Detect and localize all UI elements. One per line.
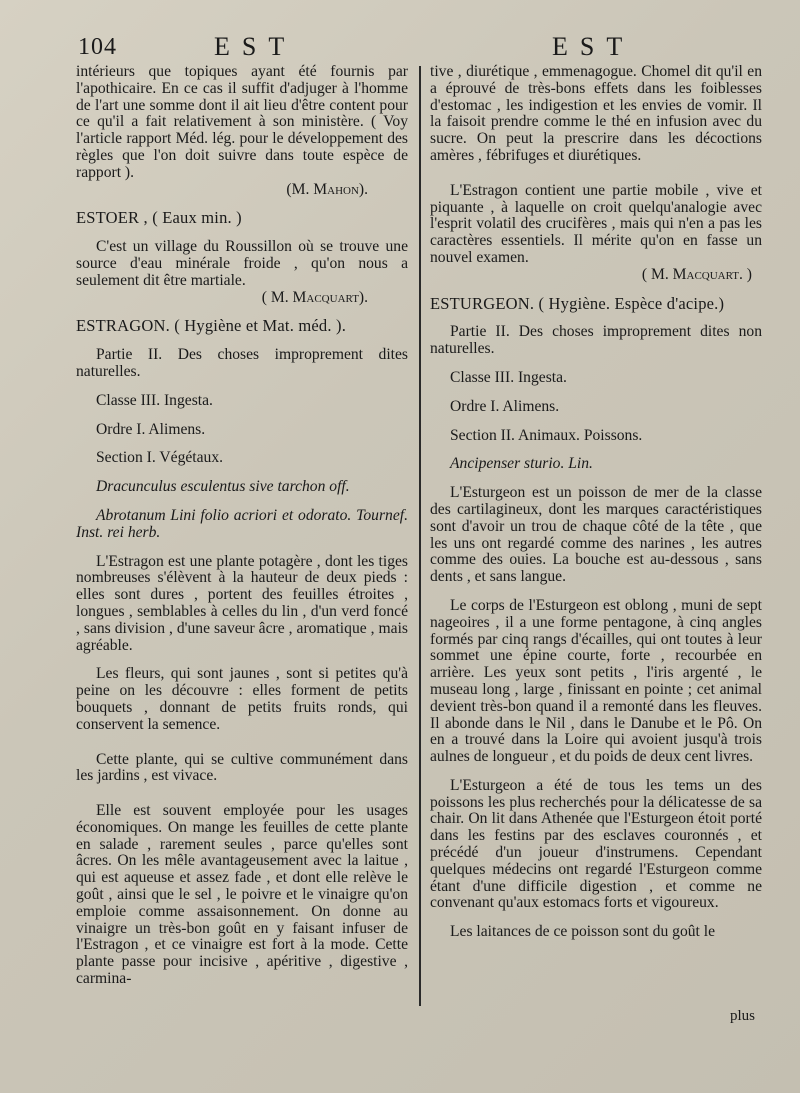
page-number: 104 — [78, 34, 117, 60]
right-column — [430, 64, 762, 941]
paragraph-laitances: Les laitances de ce poisson sont du goût le — [450, 923, 716, 941]
left-column — [76, 64, 408, 1000]
continued-paragraph: tive , diurétique , emmenagogue. Chomel dit qu'il en a éprouvé de très-bons effets dans les foiblesses d'estomac , les indigestion et les envies de vomir. Il la faisoit prendre comme le thé en infusion avec du sucre. On peut la prescrire dans les décoctions amères , fébrifuges et diurétiques. — [430, 63, 762, 164]
author-signature: (M. Mahon). — [286, 180, 368, 198]
classification-section: Section I. Végétaux. — [96, 449, 224, 467]
catchword: plus — [730, 1008, 756, 1024]
author-signature: ( M. Macquart). — [261, 288, 368, 306]
latin-synonym: Abrotanum Lini folio acriori et odorato. Tournef. Inst. rei herb. — [76, 506, 408, 541]
latin-name: Ancipenser sturio. Lin. — [450, 455, 593, 473]
author-signature: ( M. Macquart. ) — [641, 265, 752, 283]
running-head-right: EST — [552, 32, 635, 61]
classification-partie: Partie II. Des choses improprement dites non naturelles. — [430, 323, 762, 358]
classification-partie: Partie II. Des choses improprement dites naturelles. — [76, 346, 408, 380]
classification-section: Section II. Animaux. Poissons. — [450, 426, 643, 444]
classification-classe: Classe III. Ingesta. — [450, 368, 567, 386]
paragraph-recherches: L'Esturgeon a été de tous les tems un des poissons les plus recherchés pour la délicatesse de sa chair. On lit dans Athenée que l'Esturgeon étoit porté dans les festins par des esclaves couronnés , et précédé d'un joueur d'instrumens. Cependant quelques médecins ont regardé l'Esturgeon comme étant d'une difficile digestion , et comme ne convenant qu'aux estomacs forts et vigoureux. — [430, 776, 762, 912]
paragraph-fleurs: Les fleurs, qui sont jaunes , sont si petites qu'à peine on les découvre : elles forment de petits bouquets , donnant de petits fruits ronds, qui conservent la semence. — [76, 665, 408, 733]
paragraph-corps: Le corps de l'Esturgeon est oblong , muni de sept nageoires , il a une forme pentagone, à cinq angles formés par cinq rangs d'écailles, qui ont toutes à leur sommet une épine courte, forte , recourbée en arrière. Les yeux sont petits , l'iris argenté , le museau long , large , finissant en pointe ; cet animal devient très-bon quand il a remonté dans les fleuves. Il abonde dans le Nil , dans le Danube et le Pô. On en a trouvé dans la Loire qui avoient jusqu'à trois aulnes de longueur , et du poids de deux cent livres. — [430, 596, 762, 766]
page-header — [0, 30, 800, 66]
continued-paragraph: intérieurs que topiques ayant été fournis par l'apothicaire. En ce cas il suffit d'adjuger à l'homme de l'art une somme dont il ait lieu d'être content pour ce qu'il a fait relativement à son ministère. ( Voy l'article rapport Méd. lég. pour le développement des règles que l'on doit suivre dans toute espèce de rapport ). — [76, 63, 408, 181]
paragraph-description: L'Estragon est une plante potagère , dont les tiges nombreuses s'élèvent à la hauteur de deux pieds : elles sont dures , portent des feuilles étroites , longues , semblables à celles du lin , d'un verd foncé , sans division , d'une saveur âcre , aromatique , mais agréable. — [76, 552, 408, 654]
column-rule — [419, 66, 421, 1006]
classification-ordre: Ordre I. Alimens. — [96, 420, 206, 438]
entry-title-estragon: ESTRAGON. ( Hygiène et Mat. méd. ). — [76, 316, 347, 336]
entry-title-esturgeon: ESTURGEON. ( Hygiène. Espèce d'acipe.) — [430, 293, 725, 313]
paragraph-estoer: C'est un village du Roussillon où se trouve une source d'eau minérale froide , qu'on nous a seulement dit être martiale. — [76, 238, 408, 289]
classification-ordre: Ordre I. Alimens. — [450, 397, 560, 415]
paragraph-partie-mobile: L'Estragon contient une partie mobile , vive et piquante , à laquelle on croit quelqu'analogie avec l'esprit volatil des crucifères , mais qui n'en a pas les caractères essentiels. Il mérite qu'on en fasse un nouvel examen. — [430, 181, 762, 266]
paragraph-culture: Cette plante, qui se cultive communément dans les jardins , est vivace. — [76, 750, 408, 785]
latin-name: Dracunculus esculentus sive tarchon off. — [96, 478, 350, 496]
entry-title-estoer: ESTOER , ( Eaux min. ) — [76, 208, 242, 228]
paragraph-poisson: L'Esturgeon est un poisson de mer de la classe des cartilagineux, dont les marques caractéristiques sont d'avoir un trou de chaque côté de la tête , que les uns ont regardé comme des narines , les autres comme des ouies. La bouche est au-dessous , sans dents , et sans langue. — [430, 484, 762, 586]
classification-classe: Classe III. Ingesta. — [96, 391, 213, 409]
paragraph-usages: Elle est souvent employée pour les usages économiques. On mange les feuilles de cette plante en salade , rarement seules , parce qu'elles sont âcres. On les mêle avantageusement avec la laitue , qui est aqueuse et assez fade , et dont elle relève le goût , ainsi que le sel , le poivre et le vinaigre qu'on emploie comme assaisonnement. On donne au vinaigre un très-bon goût en y faisant infuser de l'Estragon , et ce vinaigre est fort à la mode. Cette plante passe pour incisive , apéritive , digestive , carmina- — [76, 802, 408, 988]
running-head-left: EST — [214, 32, 297, 61]
